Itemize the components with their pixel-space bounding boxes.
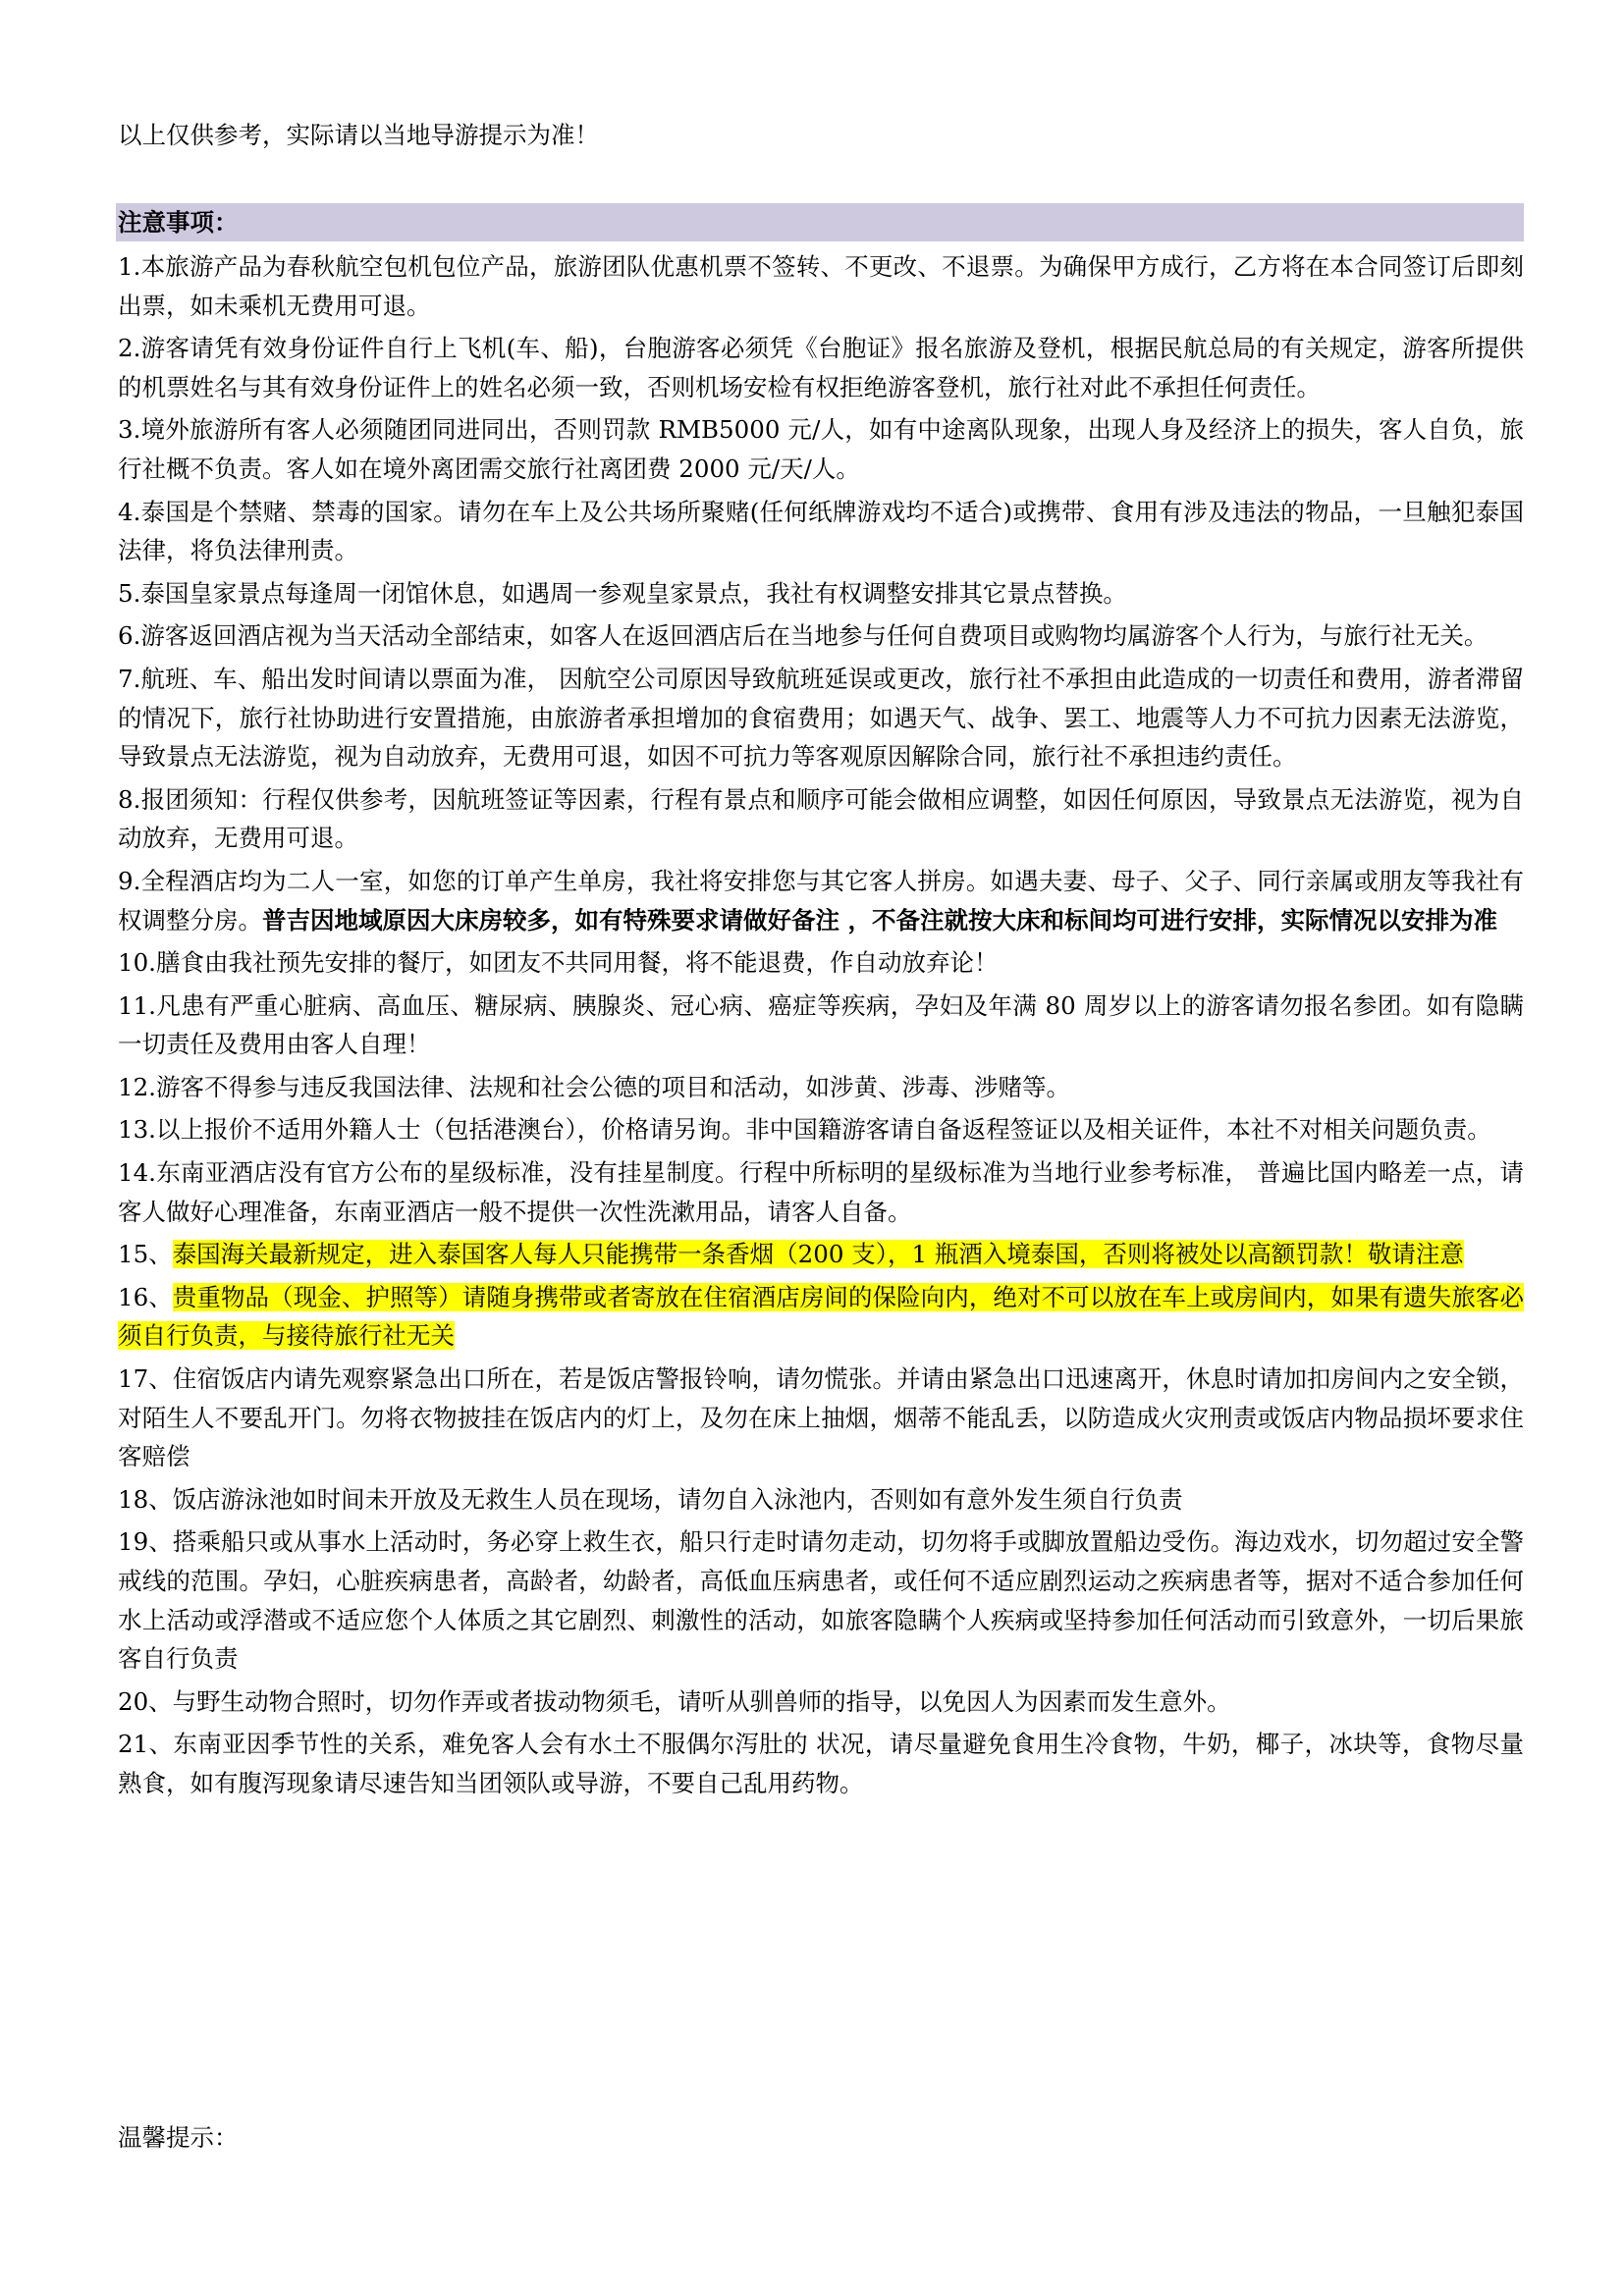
note-item-21: 21、东南亚因季节性的关系，难免客人会有水土不服偶尔泻肚的 状况，请尽量避免食用生冷食物，牛奶，椰子，冰块等，食物尽量熟食，如有腹泻现象请尽速告知当团领队或导游，不要自己乱用药物。 xyxy=(118,1730,1524,1797)
note-item-10: 10.膳食由我社预先安排的餐厅，如团友不共同用餐，将不能退费，作自动放弃论！ xyxy=(118,948,999,978)
note-item-2: 2.游客请凭有效身份证件自行上飞机(车、船)，台胞游客必须凭《台胞证》报名旅游及登机，根据民航总局的有关规定，游客所提供的机票姓名与其有效身份证件上的姓名必须一致，否则机场安检有权拒绝游客登机，旅行社对此不承担任何责任。 xyxy=(118,334,1524,401)
note-item-9: 9.全程酒店均为二人一室，如您的订单产生单房，我社将安排您与其它客人拼房。如遇夫妻、母子、父子、同行亲属或朋友等我社有权调整分房。普吉因地域原因大床房较多，如有特殊要求请做好备注 ，不备注就按大床和标间均可进行安排，实际情况以安排为准 xyxy=(118,866,1524,934)
note-item-6: 6.游客返回酒店视为当天活动全部结束，如客人在返回酒店后在当地参与任何自费项目或购物均属游客个人行为，与旅行社无关。 xyxy=(118,621,1489,651)
intro-note: 以上仅供参考，实际请以当地导游提示为准！ xyxy=(118,121,599,149)
note-item-13: 13.以上报价不适用外籍人士（包括港澳台），价格请另询。非中国籍游客请自备返程签证以及相关证件，本社不对相关问题负责。 xyxy=(118,1115,1491,1145)
note-item-12: 12.游客不得参与违反我国法律、法规和社会公德的项目和活动，如涉黄、涉毒、涉赌等。 xyxy=(118,1072,1070,1101)
note-item-15: 15、泰国海关最新规定，进入泰国客人每人只能携带一条香烟（200 支），1 瓶酒入境泰国，否则将被处以高额罚款！敬请注意 xyxy=(118,1240,1464,1269)
note-item-20: 20、与野生动物合照时，切勿作弄或者拔动物须毛，请听从驯兽师的指导，以免因人为因素而发生意外。 xyxy=(118,1686,1231,1716)
note-item-16: 16、贵重物品（现金、护照等）请随身携带或者寄放在住宿酒店房间的保险向内，绝对不可以放在车上或房间内，如果有遗失旅客必须自行负责，与接待旅行社无关 xyxy=(118,1282,1524,1351)
section-title-notes: 注意事项： xyxy=(116,203,1524,241)
note-item-9-bold: 普吉因地域原因大床房较多，如有特殊要求请做好备注 ，不备注就按大床和标间均可进行安排，实际情况以安排为准 xyxy=(262,905,1498,934)
note-item-4: 4.泰国是个禁赌、禁毒的国家。请勿在车上及公共场所聚赌(任何纸牌游戏均不适合)或携带、食用有涉及违法的物品，一旦触犯泰国法律，将负法律刑责。 xyxy=(118,497,1524,565)
note-item-8: 8.报团须知：行程仅供参考，因航班签证等因素，行程有景点和顺序可能会做相应调整，如因任何原因，导致景点无法游览，视为自动放弃，无费用可退。 xyxy=(118,784,1524,853)
note-item-1: 1.本旅游产品为春秋航空包机包位产品，旅游团队优惠机票不签转、不更改、不退票。为确保甲方成行，乙方将在本合同签订后即刻出票，如未乘机无费用可退。 xyxy=(118,252,1524,320)
note-item-16-highlight: 贵重物品（现金、护照等）请随身携带或者寄放在住宿酒店房间的保险向内，绝对不可以放在车上或房间内，如果有遗失旅客必须自行负责，与接待旅行社无关 xyxy=(118,1282,1524,1351)
note-item-3: 3.境外旅游所有客人必须随团同进同出，否则罚款 RMB5000 元/人，如有中途离队现象，出现人身及经济上的损失，客人自负，旅行社概不负责。客人如在境外离团需交旅行社离团费 2000 元/天/人。 xyxy=(118,415,1524,483)
note-item-5: 5.泰国皇家景点每逢周一闭馆休息，如遇周一参观皇家景点，我社有权调整安排其它景点替换。 xyxy=(118,578,1127,608)
note-item-7: 7.航班、车、船出发时间请以票面为准， 因航空公司原因导致航班延误或更改，旅行社不承担由此造成的一切责任和费用，游者滞留的情况下，旅行社协助进行安置措施，由旅游者承担增加的食宿费用；如遇天气、战争、罢工、地震等人力不可抗力因素无法游览，导致景点无法游览，视为自动放弃，无费用可退，如因不可抗力等客观原因解除合同，旅行社不承担违约责任。 xyxy=(118,664,1524,772)
note-item-18: 18、饭店游泳池如时间未开放及无救生人员在现场，请勿自入泳池内，否则如有意外发生须自行负责 xyxy=(118,1484,1183,1514)
note-item-15-highlight: 泰国海关最新规定，进入泰国客人每人只能携带一条香烟（200 支），1 瓶酒入境泰国，否则将被处以高额罚款！敬请注意 xyxy=(172,1240,1464,1269)
note-item-19: 19、搭乘船只或从事水上活动时，务必穿上救生衣，船只行走时请勿走动，切勿将手或脚放置船边受伤。海边戏水，切勿超过安全警戒线的范围。孕妇，心脏疾病患者，高龄者，幼龄者，高低血压病患者，或任何不适应剧烈运动之疾病患者等，据对不适合参加任何水上活动或浮潜或不适应您个人体质之其它剧烈、刺激性的活动，如旅客隐瞒个人疾病或坚持参加任何活动而引致意外，一切后果旅客自行负责 xyxy=(118,1527,1524,1674)
notes-list xyxy=(118,247,1524,1807)
note-item-17: 17、住宿饭店内请先观察紧急出口所在，若是饭店警报铃响，请勿慌张。并请由紧急出口迅速离开，休息时请加扣房间内之安全锁，对陌生人不要乱开门。勿将衣物披挂在饭店内的灯上，及勿在床上抽烟，烟蒂不能乱丢，以防造成火灾刑责或饭店内物品损坏要求住客赔偿 xyxy=(118,1364,1524,1471)
note-item-11: 11.凡患有严重心脏病、高血压、糖尿病、胰腺炎、冠心病、癌症等疾病，孕妇及年满 80 周岁以上的游客请勿报名参团。如有隐瞒一切责任及费用由客人自理！ xyxy=(118,990,1524,1059)
warm-tips-heading: 温馨提示： xyxy=(118,2123,239,2152)
note-item-14: 14.东南亚酒店没有官方公布的星级标准，没有挂星制度。行程中所标明的星级标准为当地行业参考标准， 普遍比国内略差一点，请客人做好心理准备，东南亚酒店一般不提供一次性洗漱用品，请客人自备。 xyxy=(118,1158,1524,1226)
